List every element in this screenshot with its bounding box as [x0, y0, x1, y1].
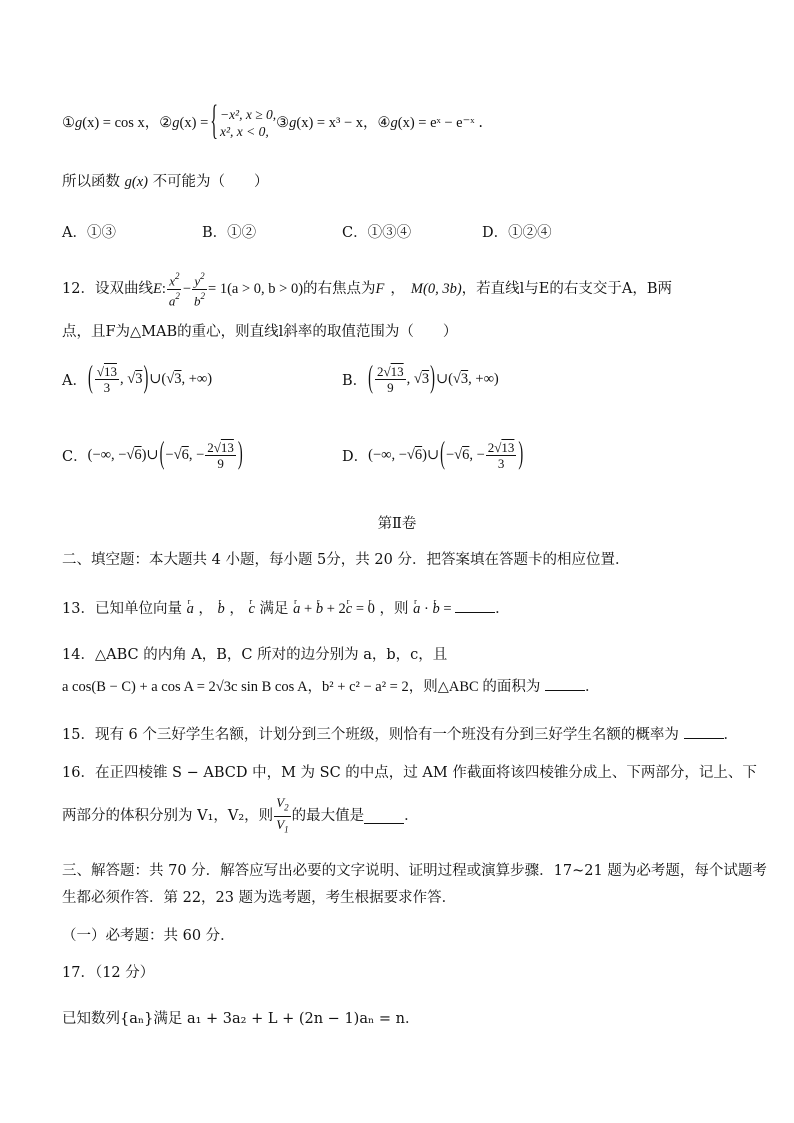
- q14-end: ．: [584, 679, 600, 695]
- q12-option-a-label: A．: [62, 373, 87, 389]
- q12-eq-tail: = 1(a > 0, b > 0): [208, 281, 304, 297]
- q16-end: ．: [404, 808, 419, 824]
- q11-question-text: 所以函数: [62, 174, 120, 190]
- section-2-title: 第Ⅱ卷: [377, 516, 417, 532]
- q12-line1: 12．设双曲线 E : $\frac{x^2}{a^2}$ − $\frac{y^2}{b^2}$ = 1(a > 0, b > 0) 的右焦点为 F ， M(0, 3b) ，若直线l与E的右支交于A，B两: [62, 271, 673, 308]
- q16-ratio: $\frac{V_2}{V_1}$: [276, 794, 289, 835]
- q14-line1: 14．△ABC 的内角 A，B，C 所对的边分别为 a，b，c，且: [62, 647, 448, 663]
- q12-option-c[interactable]: C． (−∞, −√6)∪ ( −√6, − $\frac{2√13}{9}$ ): [62, 436, 243, 472]
- q12-option-c-label: C．: [62, 449, 88, 465]
- q11-line-end: .: [478, 115, 484, 131]
- circled-one: ①: [62, 115, 75, 131]
- g3-expr: (x) = x³ − x: [296, 115, 363, 131]
- q12-line1-tail: ，若直线l与E的右支交于A，B两: [461, 281, 673, 297]
- q12-b-frac: $\frac{2√13}{9}$: [377, 364, 404, 395]
- q12-frac-y: $\frac{y^2}{b^2}$: [194, 271, 206, 308]
- sep1: ，: [144, 115, 160, 131]
- q11-question-fn: g(x): [124, 174, 148, 190]
- q12-option-b-label: B．: [342, 373, 368, 389]
- circled-three: ③: [276, 115, 290, 131]
- q14-line2: [62, 676, 732, 697]
- q12-focus: F: [375, 281, 385, 297]
- q15-end: ．: [723, 727, 738, 743]
- q11-functions-line: [62, 99, 732, 144]
- q13-answer-blank[interactable]: [455, 598, 495, 613]
- q12-c-frac: $\frac{2√13}{9}$: [207, 440, 234, 471]
- q12-option-a[interactable]: A． ( $\frac{√13}{3}$ , √3 ) ∪(√3, +∞): [62, 360, 213, 396]
- q12-curve-name: E: [152, 281, 162, 297]
- q16-line2: [62, 796, 732, 836]
- required-heading: （一）必考题：共 60 分．: [62, 928, 235, 944]
- q12-option-b[interactable]: B． ( $\frac{2√13}{9}$ , √3 ) ∪(√3, +∞): [342, 360, 499, 396]
- q17-heading: 17．（12 分）: [62, 965, 155, 981]
- q14-answer-blank[interactable]: [545, 676, 585, 691]
- q13-text: 13．已知单位向量: [62, 601, 182, 617]
- sep3: ，: [363, 115, 378, 131]
- q13-text-c: ，则: [379, 601, 409, 617]
- q12-line2: 点，且F为△MAB的重心，则直线l斜率的取值范围为（ ）: [62, 324, 458, 340]
- q11-option-b[interactable]: B．①②: [202, 225, 257, 241]
- q16-line2-text-b: 的最大值是: [291, 808, 365, 824]
- part3-line1: 三、解答题：共 70 分．解答应写出必要的文字说明、证明过程或演算步骤．17~21 题为必考题，每个试题考: [62, 863, 767, 879]
- q12-prefix: 12．设双曲线: [62, 281, 153, 297]
- g4-expr: (x) = eˣ − e⁻ˣ: [397, 115, 475, 131]
- q11-question-end: 不可能为（ ）: [152, 174, 269, 190]
- q15-text: 15．现有 6 个三好学生名额，计划分到三个班级，则恰有一个班没有分到三好学生名额的概率为: [62, 727, 679, 743]
- g2-fn: g: [172, 115, 180, 131]
- part2-heading: 二、填空题：本大题共 4 小题，每小题 5分，共 20 分．把答案填在答题卡的相应位置．: [62, 552, 630, 568]
- q11-option-a[interactable]: A．①③: [62, 225, 116, 241]
- part3-line2: 生都必须作答．第 22，23 题为选考题，考生根据要求作答．: [62, 890, 457, 906]
- q12-point: M(0, 3b): [410, 281, 462, 297]
- q15-answer-blank[interactable]: [684, 724, 724, 739]
- q16-line2-text: 两部分的体积分别为 V₁，V₂，则: [62, 808, 274, 824]
- g2-expr: (x) =: [179, 115, 209, 131]
- piece-bottom: x², x < 0,: [219, 124, 269, 139]
- g3-fn: g: [289, 115, 297, 131]
- circled-two: ②: [159, 115, 173, 131]
- q12-mid: 的右焦点为: [303, 281, 376, 297]
- circled-four: ④: [377, 115, 391, 131]
- q12-d-frac: $\frac{2√13}{3}$: [487, 440, 515, 471]
- q15: [62, 724, 738, 745]
- piecewise-cases: [220, 106, 276, 140]
- q12-a-frac: $\frac{√13}{3}$: [96, 364, 117, 395]
- piecewise-brace: {: [210, 99, 218, 144]
- q16-line1: 16．在正四棱锥 S − ABCD 中，M 为 SC 的中点，过 AM 作截面将该四棱锥分成上、下两部分，记上、下: [62, 765, 757, 781]
- q14-line2-text: a cos(B − C) + a cos A = 2√3c sin B cos A，b² + c² − a² = 2，则△ABC 的面积为: [62, 679, 541, 695]
- g4-fn: g: [390, 115, 398, 131]
- piece-top: −x², x ≥ 0,: [219, 107, 277, 122]
- g1-expr: (x) = cos x: [82, 115, 145, 131]
- q11-option-c[interactable]: C．①③④: [342, 225, 412, 241]
- q12-option-d[interactable]: D． (−∞, −√6)∪ ( −√6, − $\frac{2√13}{3}$ ): [342, 436, 524, 472]
- q12-option-d-label: D．: [342, 449, 369, 465]
- q12-frac-x: $\frac{x^2}{a^2}$: [168, 271, 180, 308]
- q16-answer-blank[interactable]: [364, 809, 404, 824]
- q13: 13．已知单位向量 r a ， r b ， r c 满足 r a + r b + 2r c = r 0 ，则 r a · r b = ．: [62, 598, 732, 619]
- q11-question: [62, 172, 732, 192]
- g1-fn: g: [75, 115, 83, 131]
- q11-option-d[interactable]: D．①②④: [482, 225, 552, 241]
- q13-text-b: 满足: [259, 601, 289, 617]
- q17-statement: 已知数列{aₙ}满足 a₁ + 3a₂ + L + (2n − 1)aₙ = n．: [62, 1011, 420, 1027]
- q13-end: ．: [495, 601, 510, 617]
